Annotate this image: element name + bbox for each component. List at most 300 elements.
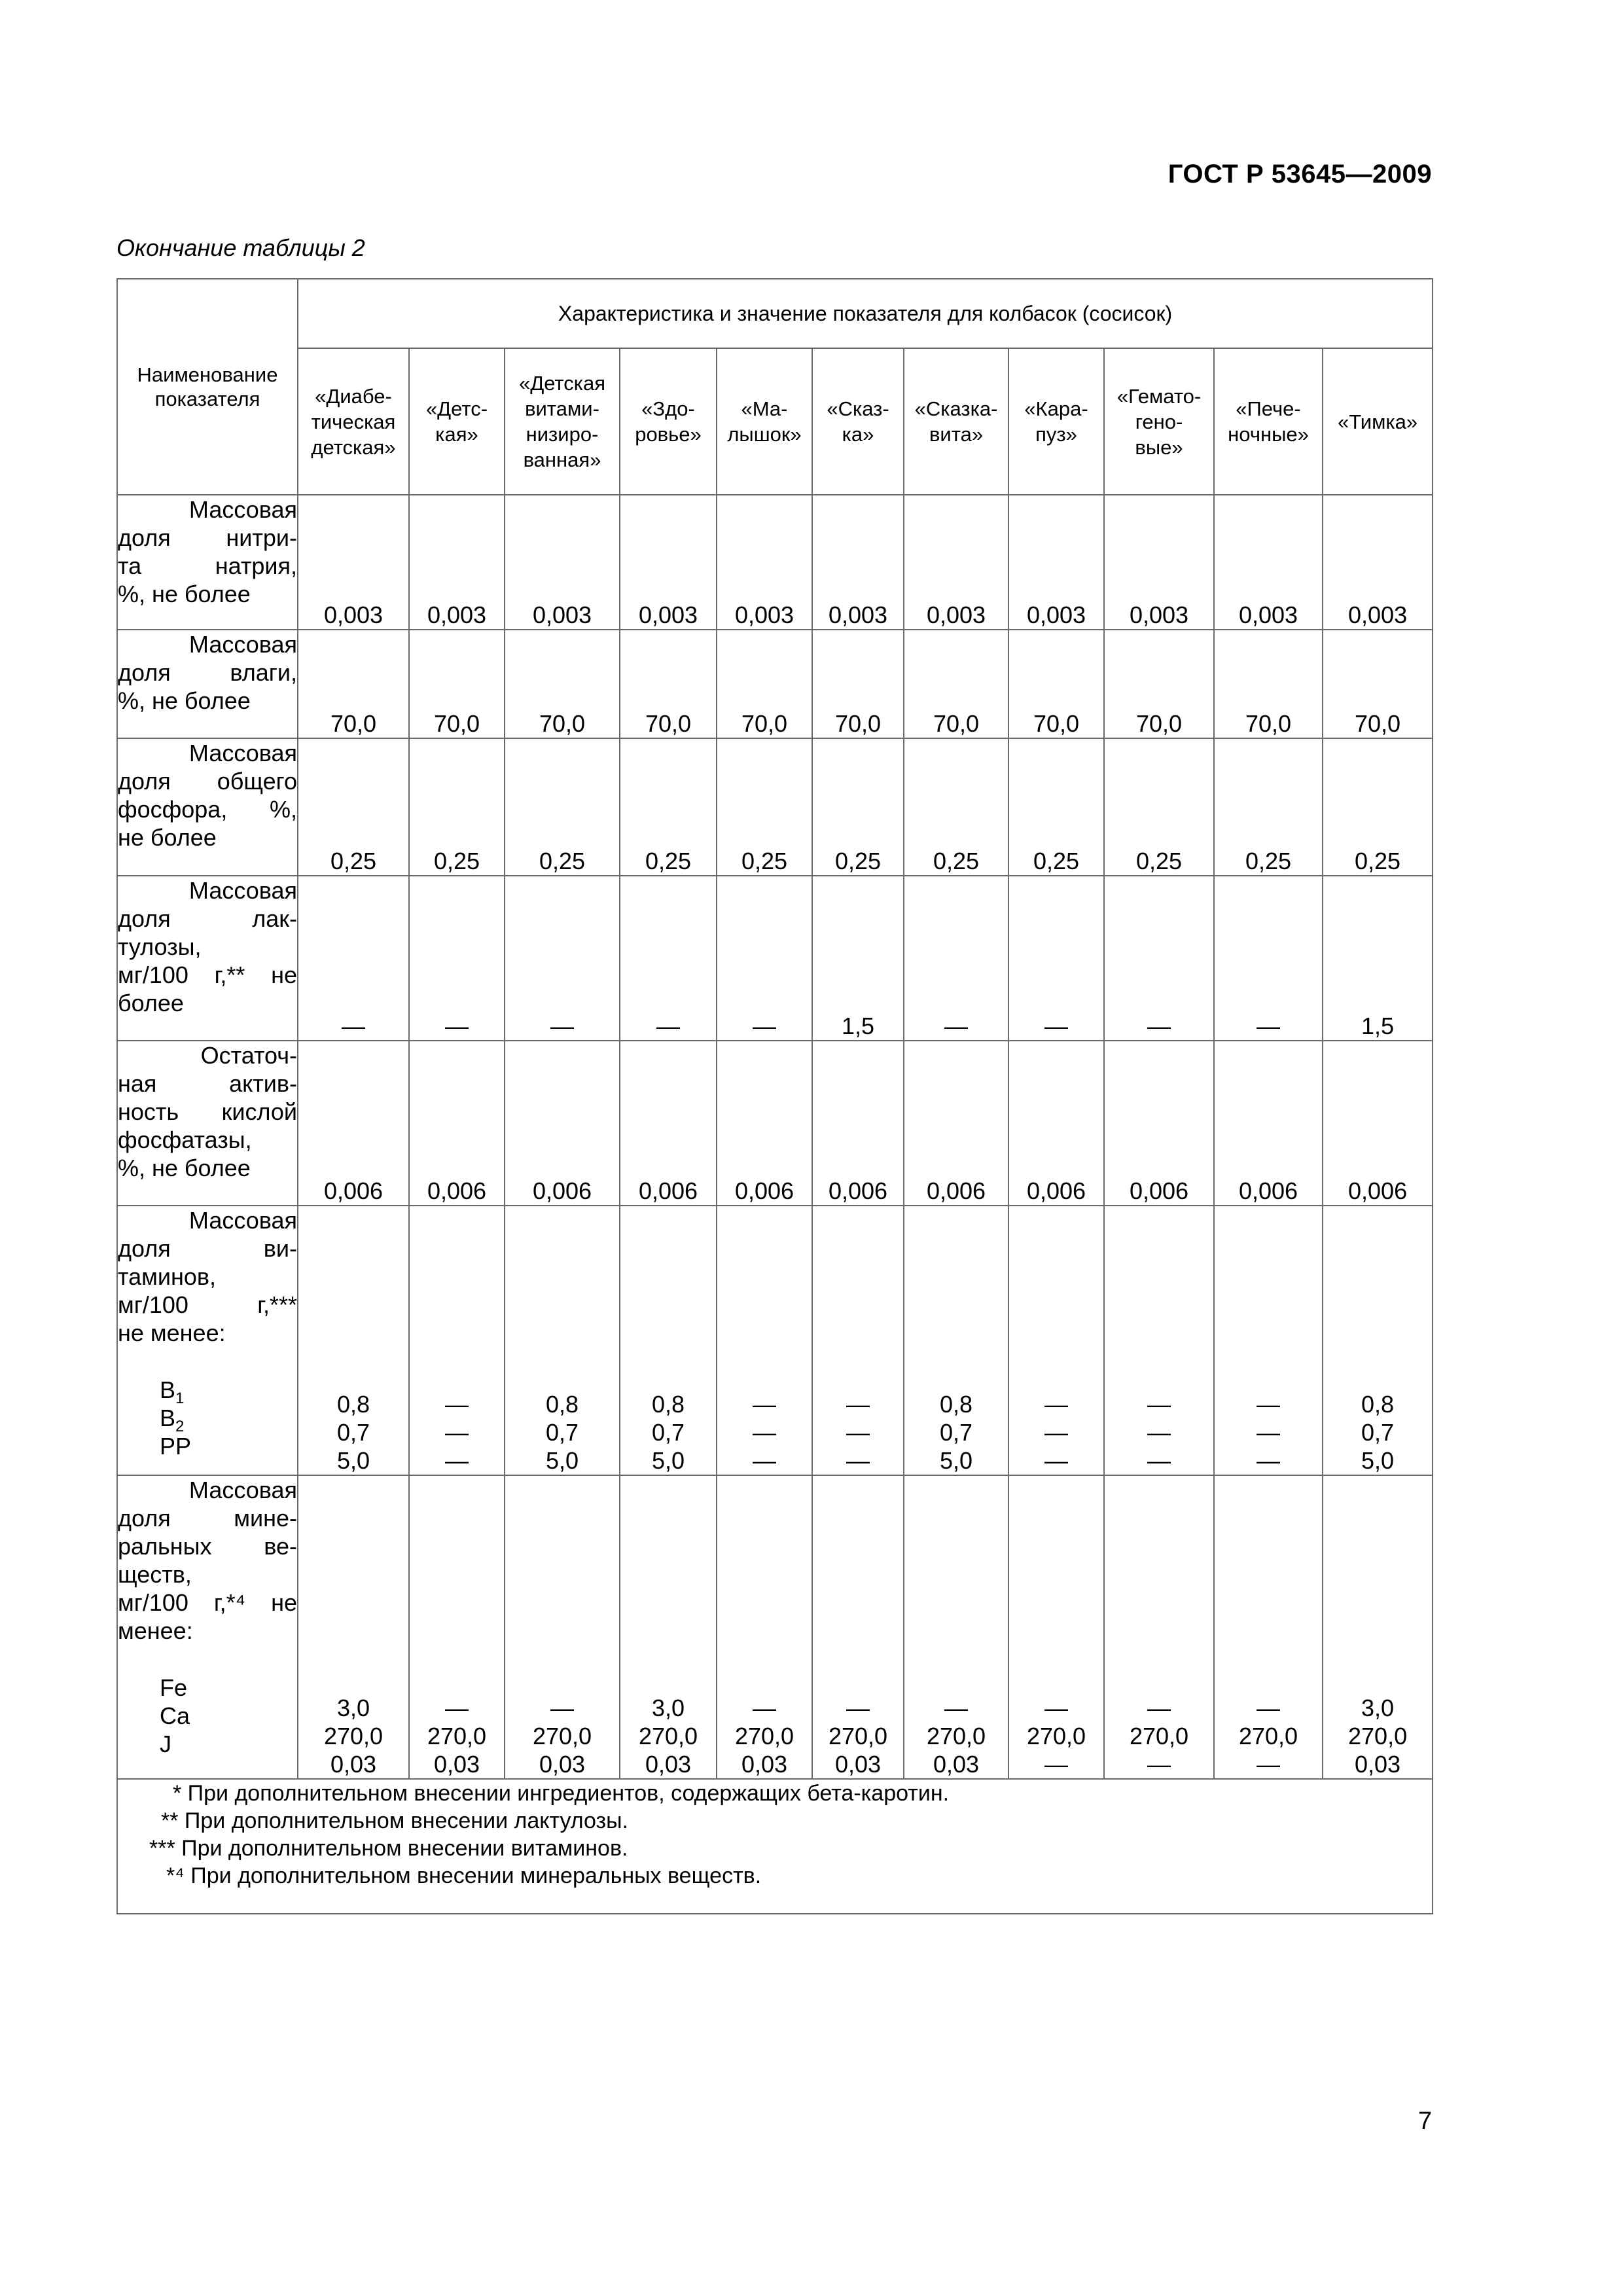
value-cell <box>298 630 409 738</box>
value: 5,0 <box>545 1447 579 1474</box>
value: 270,0 <box>1348 1723 1408 1749</box>
value: — <box>550 1013 574 1039</box>
value-cell <box>904 876 1008 1041</box>
value: 0,03 <box>933 1751 980 1778</box>
value: 0,03 <box>741 1751 788 1778</box>
value: — <box>445 1447 469 1474</box>
value: — <box>846 1391 870 1418</box>
value: 0,03 <box>645 1751 692 1778</box>
value: — <box>1147 1013 1171 1039</box>
column-header-line: «Сказка- <box>914 397 998 420</box>
row-name-line: не менее: <box>118 1319 226 1346</box>
row-name-nitrite <box>117 495 298 630</box>
value: — <box>1257 1695 1280 1721</box>
row-name-vitamins <box>117 1206 298 1475</box>
value: 0,25 <box>1135 848 1183 874</box>
value: 3,0 <box>651 1695 685 1721</box>
value-cell <box>1214 495 1323 630</box>
value: 0,7 <box>939 1419 973 1446</box>
value-cell <box>904 1041 1008 1206</box>
value-cell <box>1323 1206 1433 1475</box>
subitem-fe <box>160 1674 297 1702</box>
value-cell <box>717 738 812 876</box>
value: 3,0 <box>336 1695 370 1721</box>
column-header-line: ровье» <box>635 423 702 446</box>
column-header-line: «Здо- <box>641 397 695 420</box>
value-cell <box>620 876 717 1041</box>
value: 0,03 <box>433 1751 480 1778</box>
row-name-line: доля общего <box>118 768 297 795</box>
value: 0,7 <box>336 1419 370 1446</box>
value-cell <box>812 876 904 1041</box>
column-header-line: «Гемато- <box>1116 384 1202 408</box>
row-name-line: доля лак- <box>118 905 297 932</box>
column-header-c1 <box>298 348 409 495</box>
value: 0,25 <box>1033 848 1080 874</box>
value: 5,0 <box>336 1447 370 1474</box>
column-header-line: гено- <box>1135 410 1183 433</box>
value: 0,7 <box>545 1419 579 1446</box>
row-name-line: фосфатазы, <box>118 1126 252 1153</box>
subitem-index: 1 <box>175 1390 185 1408</box>
value-cell <box>620 630 717 738</box>
value-cell <box>620 1041 717 1206</box>
value-cell <box>298 495 409 630</box>
value-cell <box>1323 630 1433 738</box>
table-caption: Окончание таблицы 2 <box>116 234 365 261</box>
row-name-line: доля влаги, <box>118 659 297 686</box>
value-cell <box>1323 876 1433 1041</box>
row-name-line: Массовая <box>188 1477 297 1503</box>
row-name-line: более <box>118 990 184 1016</box>
value-cell <box>1104 630 1214 738</box>
row-name-line: мг/100 г,** не <box>118 961 297 988</box>
column-header-line: ка» <box>842 423 874 446</box>
row-name-line: фосфора, %, <box>118 796 297 823</box>
value: 0,006 <box>1348 1177 1408 1204</box>
value: — <box>656 1013 680 1039</box>
value: — <box>1044 1391 1068 1418</box>
value-cell <box>812 1206 904 1475</box>
value-cell <box>505 738 620 876</box>
value-cell <box>1104 738 1214 876</box>
value: 0,003 <box>734 601 794 628</box>
value: 0,03 <box>330 1751 377 1778</box>
column-header-line: пуз» <box>1035 423 1077 446</box>
value: 1,5 <box>841 1013 875 1039</box>
value: 0,003 <box>638 601 698 628</box>
value: 0,006 <box>734 1177 794 1204</box>
value: — <box>1147 1391 1171 1418</box>
column-header-c11 <box>1323 348 1433 495</box>
value: — <box>1044 1751 1068 1778</box>
value-cell <box>298 1206 409 1475</box>
value: 270,0 <box>323 1723 383 1749</box>
column-header-line: «Детс- <box>425 397 488 420</box>
table-row-phosphatase <box>117 1041 1433 1206</box>
row-name-minerals <box>117 1475 298 1779</box>
table-row-nitrite <box>117 495 1433 630</box>
value: 0,03 <box>834 1751 882 1778</box>
value-cell <box>1104 1206 1214 1475</box>
column-header-c7 <box>904 348 1008 495</box>
value: 70,0 <box>539 710 586 737</box>
document-code: ГОСТ Р 53645—2009 <box>1168 160 1432 188</box>
value-cell <box>409 1041 505 1206</box>
value-cell <box>505 1475 620 1779</box>
row-name-phosphorus <box>117 738 298 876</box>
column-header-line: вита» <box>929 423 984 446</box>
value: — <box>1257 1013 1280 1039</box>
value-cell <box>1104 1041 1214 1206</box>
value: 0,25 <box>933 848 980 874</box>
row-name-line: таминов, <box>118 1263 216 1290</box>
value: 270,0 <box>638 1723 698 1749</box>
value: 0,003 <box>926 601 986 628</box>
value: — <box>445 1695 469 1721</box>
value-cell <box>505 1041 620 1206</box>
value: 0,8 <box>651 1391 685 1418</box>
column-header-line: «Диабе- <box>315 384 392 408</box>
value: — <box>1044 1695 1068 1721</box>
value: — <box>342 1013 365 1039</box>
row-name-line: ществ, <box>118 1561 192 1588</box>
value: — <box>1147 1419 1171 1446</box>
value-cell <box>1214 876 1323 1041</box>
value-cell <box>1008 738 1104 876</box>
value: — <box>1044 1447 1068 1474</box>
row-name-lactulose <box>117 876 298 1041</box>
footnotes-row <box>117 1779 1433 1914</box>
column-header-c5 <box>717 348 812 495</box>
row-name-line: не более <box>118 824 217 851</box>
table-row-lactulose <box>117 876 1433 1041</box>
value: 0,25 <box>539 848 586 874</box>
value: 0,7 <box>651 1419 685 1446</box>
page-number: 7 <box>1418 2108 1432 2135</box>
value: — <box>753 1391 776 1418</box>
value: 70,0 <box>933 710 980 737</box>
column-header-c3 <box>505 348 620 495</box>
row-name-line: мг/100 г,*⁴ не <box>118 1589 297 1616</box>
value: 0,8 <box>336 1391 370 1418</box>
value: 70,0 <box>1355 710 1401 737</box>
subitem-symbol: PP <box>160 1433 192 1460</box>
value: — <box>445 1391 469 1418</box>
subitem-b1 <box>160 1376 297 1408</box>
value-cell <box>1214 630 1323 738</box>
value-cell <box>1008 1041 1104 1206</box>
column-header-line: «Кара- <box>1024 397 1088 420</box>
value-cell <box>717 1206 812 1475</box>
value-cell <box>1323 738 1433 876</box>
value: 0,003 <box>1026 601 1086 628</box>
value-cell <box>409 1206 505 1475</box>
row-name-phosphatase <box>117 1041 298 1206</box>
value-cell <box>812 495 904 630</box>
value: 270,0 <box>926 1723 986 1749</box>
footnote-1: * При дополнительном внесении ингредиентов, содержащих бета-каротин. <box>173 1781 950 1806</box>
value: 3,0 <box>1361 1695 1395 1721</box>
column-header-line: «Тимка» <box>1337 410 1418 433</box>
value-cell <box>812 1475 904 1779</box>
value: — <box>445 1013 469 1039</box>
value-cell <box>409 876 505 1041</box>
value-cell <box>904 630 1008 738</box>
value: 70,0 <box>645 710 692 737</box>
row-name-line: Массовая <box>188 877 297 904</box>
row-name-line: тулозы, <box>118 933 202 960</box>
value: 70,0 <box>433 710 480 737</box>
value-cell <box>1008 1475 1104 1779</box>
column-header-line: детская» <box>311 435 396 459</box>
value: 0,8 <box>1361 1391 1395 1418</box>
column-header-line: витами- <box>525 397 599 420</box>
value: 5,0 <box>651 1447 685 1474</box>
column-header-c10 <box>1214 348 1323 495</box>
value: — <box>445 1419 469 1446</box>
value: — <box>753 1419 776 1446</box>
value-cell <box>1104 876 1214 1041</box>
value: 270,0 <box>828 1723 888 1749</box>
value: 0,25 <box>1355 848 1401 874</box>
name-column-header: Наименование показателя <box>117 279 298 495</box>
value-cell <box>1008 1206 1104 1475</box>
value: 0,006 <box>1238 1177 1298 1204</box>
value-cell <box>1008 495 1104 630</box>
table-row-moisture <box>117 630 1433 738</box>
value-cell <box>620 1206 717 1475</box>
value: 0,7 <box>1361 1419 1395 1446</box>
value: — <box>1257 1447 1280 1474</box>
row-name-line: Остаточ- <box>200 1042 297 1069</box>
value: 5,0 <box>1361 1447 1395 1474</box>
value-cell <box>620 495 717 630</box>
value: — <box>753 1013 776 1039</box>
value: — <box>944 1013 968 1039</box>
row-name-line: ральных ве- <box>118 1533 297 1560</box>
value-cell <box>620 738 717 876</box>
value-cell <box>1104 495 1214 630</box>
value-cell <box>620 1475 717 1779</box>
row-name-line: ность кислой <box>118 1098 297 1125</box>
row-name-line: менее: <box>118 1617 193 1644</box>
value: — <box>846 1447 870 1474</box>
footnote-4: *⁴ При дополнительном внесении минеральных веществ. <box>166 1863 762 1888</box>
value: 0,006 <box>828 1177 888 1204</box>
row-name-line: доля мине- <box>118 1505 297 1532</box>
value-cell <box>717 495 812 630</box>
value: — <box>846 1419 870 1446</box>
value: 0,8 <box>545 1391 579 1418</box>
value: 70,0 <box>1135 710 1183 737</box>
value-cell <box>1214 1041 1323 1206</box>
value-cell <box>1214 1206 1323 1475</box>
value: 270,0 <box>1129 1723 1189 1749</box>
value: 70,0 <box>1033 710 1080 737</box>
value: — <box>1147 1695 1171 1721</box>
value: 0,003 <box>532 601 592 628</box>
row-name-line: %, не более <box>118 1155 251 1181</box>
value: 0,8 <box>939 1391 973 1418</box>
value: 0,006 <box>427 1177 487 1204</box>
value-cell <box>812 738 904 876</box>
column-header-line: «Детская <box>518 372 606 395</box>
value-cell <box>904 495 1008 630</box>
value: 0,003 <box>1238 601 1298 628</box>
value-cell <box>717 876 812 1041</box>
value: 0,006 <box>1026 1177 1086 1204</box>
value-cell <box>298 1475 409 1779</box>
value-cell <box>409 738 505 876</box>
value-cell <box>1008 630 1104 738</box>
footnote-2: ** При дополнительном внесении лактулозы. <box>161 1808 628 1833</box>
indicators-table <box>116 278 1433 1914</box>
column-header-line: низиро- <box>526 423 599 446</box>
column-header-line: «Сказ- <box>827 397 889 420</box>
value: 270,0 <box>1238 1723 1298 1749</box>
value-cell <box>1214 1475 1323 1779</box>
footnotes <box>117 1779 1433 1914</box>
value-cell <box>505 495 620 630</box>
value: 270,0 <box>532 1723 592 1749</box>
value: 0,25 <box>645 848 692 874</box>
value: — <box>1257 1751 1280 1778</box>
value: 70,0 <box>741 710 788 737</box>
column-header-line: ванная» <box>523 448 601 471</box>
column-header-c9 <box>1104 348 1214 495</box>
column-header-c6 <box>812 348 904 495</box>
value: 0,25 <box>1245 848 1292 874</box>
value: — <box>753 1695 776 1721</box>
value-cell <box>1008 876 1104 1041</box>
subitem-ca <box>160 1702 297 1730</box>
value-cell <box>1323 495 1433 630</box>
column-header-c4 <box>620 348 717 495</box>
column-header-c8 <box>1008 348 1104 495</box>
value: — <box>1257 1419 1280 1446</box>
value: 1,5 <box>1361 1013 1395 1039</box>
row-name-line: мг/100 г,*** <box>118 1291 297 1318</box>
subitem-pp <box>160 1432 297 1460</box>
value: 0,25 <box>330 848 377 874</box>
table-row-phosphorus <box>117 738 1433 876</box>
value: — <box>1044 1013 1068 1039</box>
value-cell <box>298 1041 409 1206</box>
subitem-symbol: J <box>160 1731 171 1757</box>
value: 0,006 <box>926 1177 986 1204</box>
subitem-j <box>160 1730 297 1758</box>
value-cell <box>717 630 812 738</box>
value: 270,0 <box>1026 1723 1086 1749</box>
subitem-symbol: B <box>160 1376 176 1403</box>
value-cell <box>505 630 620 738</box>
value-cell <box>812 1041 904 1206</box>
table-row-minerals <box>117 1475 1433 1779</box>
value-cell <box>1104 1475 1214 1779</box>
value-cell <box>904 1475 1008 1779</box>
value: — <box>846 1695 870 1721</box>
subitem-symbol: Ca <box>160 1702 190 1729</box>
value-cell <box>409 630 505 738</box>
value-cell <box>409 495 505 630</box>
value: 70,0 <box>1245 710 1292 737</box>
value-cell <box>1323 1475 1433 1779</box>
value: — <box>1147 1447 1171 1474</box>
row-name-line: %, не более <box>118 581 251 607</box>
value-cell <box>812 630 904 738</box>
value: 70,0 <box>330 710 377 737</box>
row-name-line: Массовая <box>188 631 297 658</box>
column-header-line: «Пече- <box>1236 397 1301 420</box>
value: — <box>550 1695 574 1721</box>
value-cell <box>409 1475 505 1779</box>
value: 0,003 <box>323 601 383 628</box>
subitem-b2 <box>160 1404 297 1436</box>
value-cell <box>717 1041 812 1206</box>
value-cell <box>298 876 409 1041</box>
value: — <box>1044 1419 1068 1446</box>
value: 0,006 <box>638 1177 698 1204</box>
value: 270,0 <box>734 1723 794 1749</box>
value: 0,006 <box>1129 1177 1189 1204</box>
row-name-line: ная актив- <box>118 1070 297 1097</box>
value: 270,0 <box>427 1723 487 1749</box>
value: — <box>1147 1751 1171 1778</box>
row-name-line: %, не более <box>118 687 251 714</box>
row-name-line: та натрия, <box>118 552 297 579</box>
column-header-line: ночные» <box>1228 423 1309 446</box>
value: 0,03 <box>539 1751 586 1778</box>
row-name-moisture <box>117 630 298 738</box>
footnote-3: *** При дополнительном внесении витаминов. <box>149 1836 628 1861</box>
row-subitems <box>118 1674 297 1758</box>
value-cell <box>904 738 1008 876</box>
value: 0,006 <box>532 1177 592 1204</box>
value: 0,25 <box>741 848 788 874</box>
value-cell <box>904 1206 1008 1475</box>
row-name-line: доля ви- <box>118 1235 297 1262</box>
row-name-line: Массовая <box>188 496 297 523</box>
group-header: Характеристика и значение показателя для колбасок (сосисок) <box>298 279 1433 348</box>
value: 0,003 <box>1348 601 1408 628</box>
value: — <box>944 1695 968 1721</box>
column-header-line: лышок» <box>727 423 802 446</box>
column-header-line: тическая <box>311 410 396 433</box>
value: — <box>753 1447 776 1474</box>
value-cell <box>298 738 409 876</box>
column-header-line: вые» <box>1135 435 1183 459</box>
value-cell <box>1323 1041 1433 1206</box>
value: 0,003 <box>828 601 888 628</box>
value: 5,0 <box>939 1447 973 1474</box>
value: 0,25 <box>433 848 480 874</box>
value-cell <box>505 1206 620 1475</box>
column-header-line: кая» <box>435 423 478 446</box>
row-name-line: Массовая <box>188 1207 297 1234</box>
column-header-line: «Ма- <box>741 397 788 420</box>
value-cell <box>505 876 620 1041</box>
value: — <box>1257 1391 1280 1418</box>
value: 70,0 <box>834 710 882 737</box>
value-cell <box>717 1475 812 1779</box>
row-name-line: Массовая <box>188 740 297 766</box>
value: 0,003 <box>427 601 487 628</box>
subitem-index: 2 <box>175 1418 185 1436</box>
value-cell <box>1214 738 1323 876</box>
row-subitems <box>118 1376 297 1460</box>
table-row-vitamins <box>117 1206 1433 1475</box>
